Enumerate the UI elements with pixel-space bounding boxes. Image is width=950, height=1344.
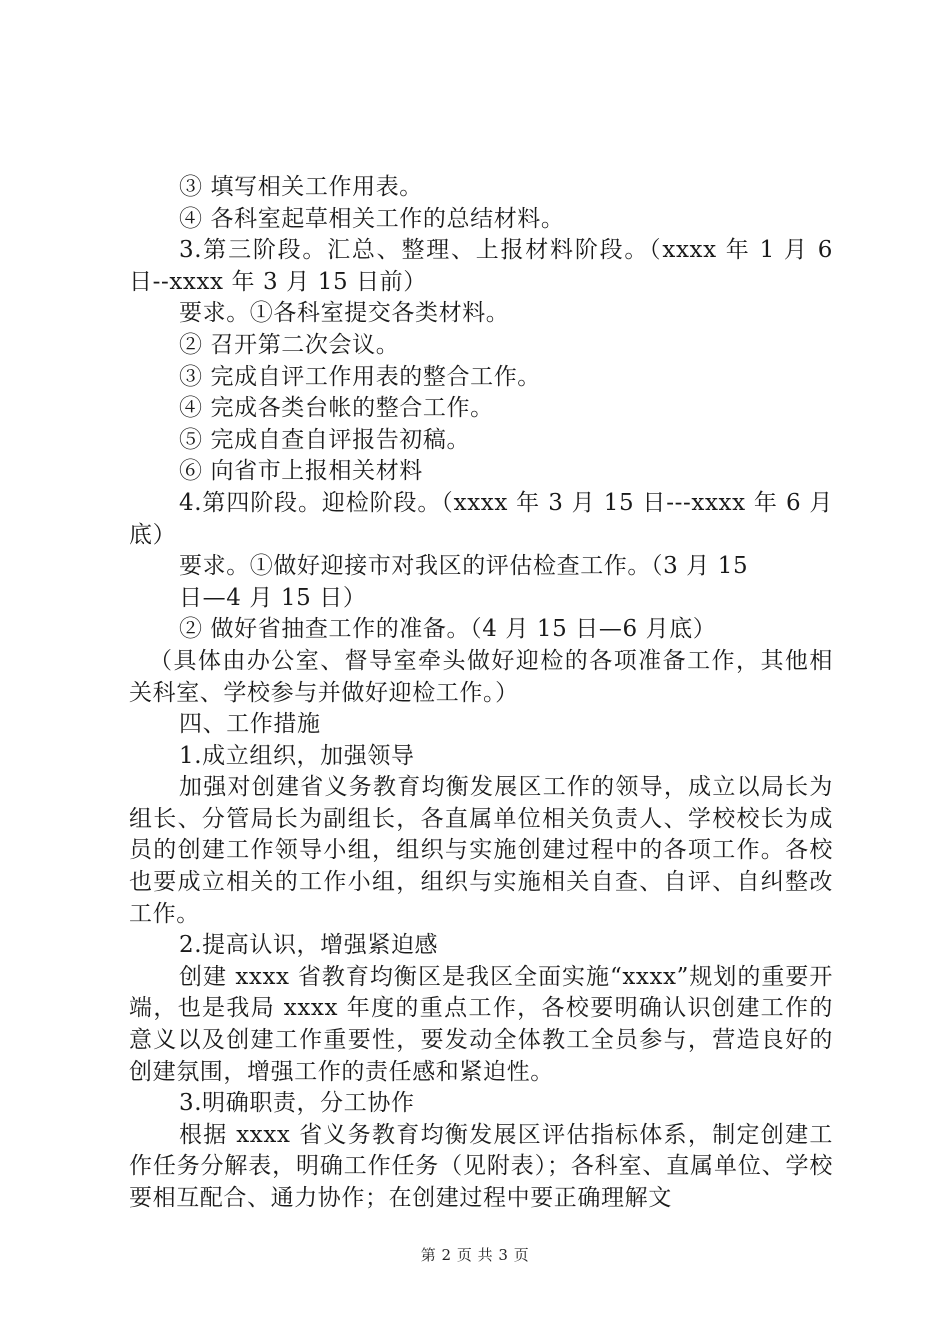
paragraph-stage-four: 4.第四阶段。迎检阶段。（xxxx 年 3 月 15 日---xxxx 年 6 月底）	[129, 489, 833, 548]
paragraph-integrate-ledgers: ④ 完成各类台帐的整合工作。	[179, 395, 494, 422]
paragraph-report-materials: ⑥ 向省市上报相关材料	[179, 458, 423, 485]
paragraph-requirement-inspection: 要求。①做好迎接市对我区的评估检查工作。（3 月 15	[179, 553, 749, 580]
subheading-awareness: 2.提高认识，增强紧迫感	[179, 932, 439, 959]
document-body	[129, 172, 833, 1215]
paragraph-awareness: 创建 xxxx 省教育均衡区是我区全面实施“xxxx”规划的重要开端，也是我局 xxxx 年度的重点工作，各校要明确认识创建工作的意义以及创建工作重要性，要发动全体教工全员参与，营造良好的创建氛围，增强工作的责任感和紧迫性。	[129, 963, 833, 1085]
paragraph-second-meeting: ② 召开第二次会议。	[179, 331, 400, 358]
page-footer: 第 2 页 共 3 页	[420, 1246, 530, 1264]
paragraph-draft-summary: ④ 各科室起草相关工作的总结材料。	[179, 205, 565, 232]
subheading-organization: 1.成立组织，加强领导	[179, 742, 415, 769]
paragraph-province-check: ② 做好省抽查工作的准备。（4 月 15 日—6 月底）	[179, 616, 717, 643]
paragraph-fill-forms: ③ 填写相关工作用表。	[179, 174, 423, 200]
paragraph-integrate-forms: ③ 完成自评工作用表的整合工作。	[179, 363, 541, 390]
paragraph-requirement-submit: 要求。①各科室提交各类材料。	[179, 300, 510, 327]
paragraph-draft-report: ⑤ 完成自查自评报告初稿。	[179, 426, 471, 453]
paragraph-responsibilities: 根据 xxxx 省义务教育均衡发展区评估指标体系，制定创建工作任务分解表，明确工作任务（见附表）；各科室、直属单位、学校要相互配合、通力协作；在创建过程中要正确理解文	[129, 1121, 833, 1211]
paragraph-office-note: （具体由办公室、督导室牵头做好迎检的各项准备工作，其他相关科室、学校参与并做好迎检工作。）	[129, 647, 833, 706]
paragraph-organization: 加强对创建省义务教育均衡发展区工作的领导，成立以局长为组长、分管局长为副组长，各直属单位相关负责人、学校校长为成员的创建工作领导小组，组织与实施创建过程中的各项工作。各校也要成立相关的工作小组，组织与实施相关自查、自评、自纠整改工作。	[129, 774, 833, 927]
paragraph-stage-three: 3.第三阶段。汇总、整理、上报材料阶段。（xxxx 年 1 月 6 日--xxxx 年 3 月 15 日前）	[129, 237, 833, 295]
section-heading-measures: 四、工作措施	[179, 711, 321, 738]
paragraph-inspection-date: 日—4 月 15 日）	[179, 584, 367, 611]
subheading-responsibilities: 3.明确职责，分工协作	[179, 1090, 415, 1117]
